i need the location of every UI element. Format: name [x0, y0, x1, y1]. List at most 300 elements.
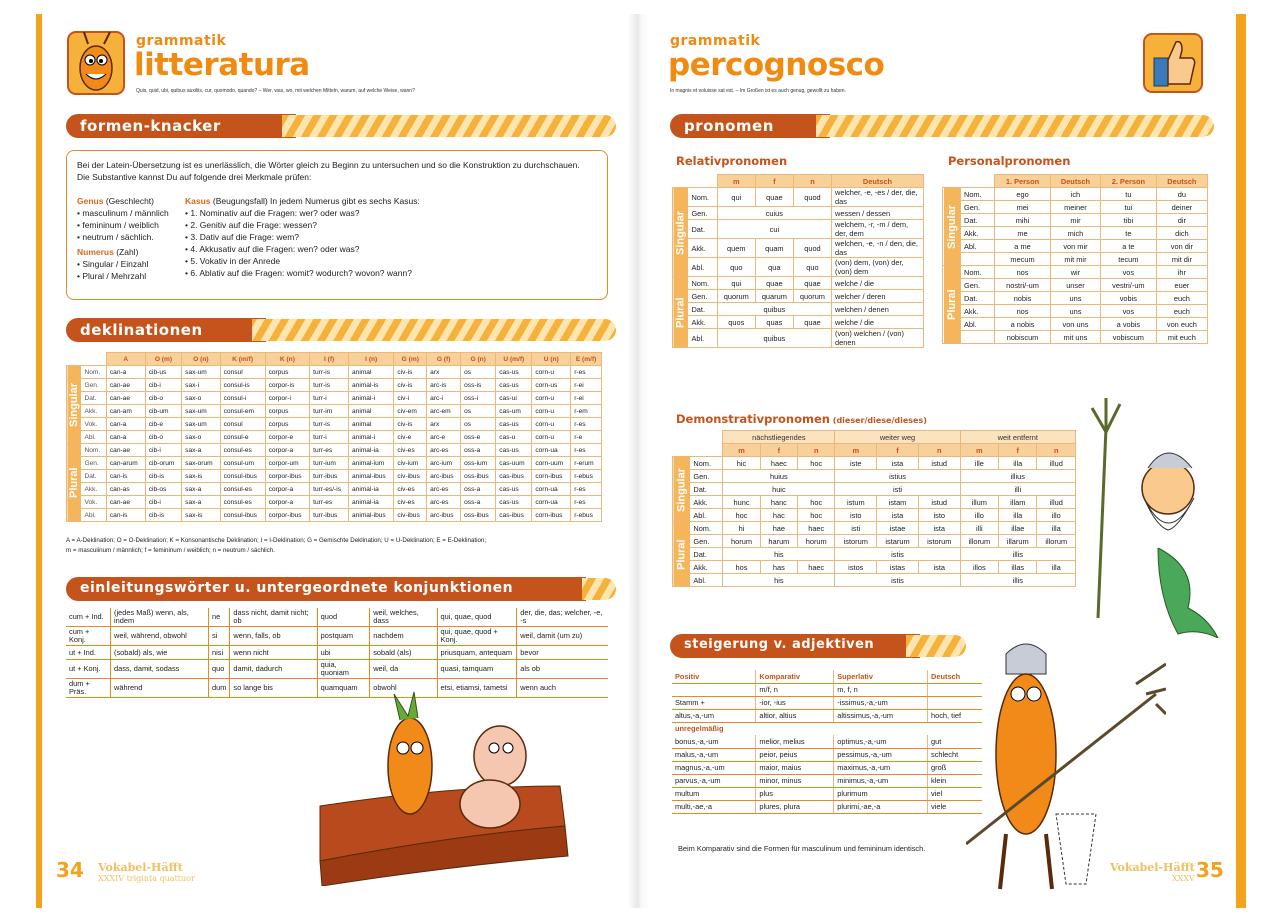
table-header-row — [673, 175, 924, 188]
table-row — [673, 548, 1076, 561]
table-cell: unser — [1050, 279, 1100, 292]
table-cell: corpor-a — [265, 444, 310, 457]
table-cell: arc-es — [427, 483, 461, 496]
table-row — [943, 331, 1208, 344]
table-cell: turr-ium — [310, 457, 349, 470]
table-cell: dum + Präs. — [66, 679, 111, 698]
table-cell: r-ei — [571, 379, 602, 392]
table-row — [67, 509, 602, 522]
table-header-cell: n — [918, 444, 960, 457]
table-cell: istius — [835, 470, 960, 483]
table-cell: cum + Konj. — [66, 627, 111, 646]
table-cell: illis — [960, 548, 1075, 561]
table-cell: hac — [760, 509, 797, 522]
table-cell: wessen / dessen — [832, 207, 924, 220]
numerus-text: (Zahl) — [113, 247, 139, 257]
table-cell: hos — [723, 561, 760, 574]
table-cell: mei — [995, 201, 1051, 214]
left-page-number: 34 — [56, 858, 84, 882]
table-cell: meiner — [1050, 201, 1100, 214]
table-cell: animal — [349, 366, 394, 379]
table-cell: etsi, etiamsi, tametsi — [437, 679, 517, 698]
table-cell: klein — [928, 774, 982, 787]
table-cell: istam — [877, 496, 919, 509]
case-label — [960, 253, 994, 266]
table-row — [673, 239, 924, 258]
table-cell: quasi, tamquam — [437, 660, 517, 679]
conjunction-table — [66, 608, 608, 698]
table-cell: arc-ibus — [427, 509, 461, 522]
table-cell: dass, damit, sodass — [111, 660, 209, 679]
case-label: Abl. — [960, 240, 994, 253]
table-cell: animal-i — [349, 431, 394, 444]
table-cell: plus — [756, 787, 834, 800]
table-cell: istorum — [835, 535, 877, 548]
case-label: Abl. — [81, 509, 106, 522]
table-cell: illa — [999, 457, 1037, 470]
table-cell: hanc — [760, 496, 797, 509]
table-cell: consul-i — [220, 392, 265, 405]
table-cell: sax-a — [182, 496, 220, 509]
table-cell: quo — [209, 660, 230, 679]
rel-title: Relativpronomen — [676, 154, 788, 168]
dekl-heading: deklinationen — [66, 318, 266, 342]
table-cell: r-es — [571, 418, 602, 431]
table-cell: cib-is — [145, 470, 181, 483]
table-row — [943, 188, 1208, 201]
table-cell: turr-ibus — [310, 509, 349, 522]
table-cell: postquam — [317, 627, 370, 646]
table-cell: r-ei — [571, 392, 602, 405]
table-row — [67, 418, 602, 431]
formen-box — [66, 150, 608, 300]
table-cell: ille — [960, 457, 998, 470]
case-label: Gen. — [960, 279, 994, 292]
table-cell: can-as — [106, 483, 145, 496]
table-cell: welcher / deren — [832, 290, 924, 303]
table-cell: hunc — [723, 496, 760, 509]
table-cell: quod — [793, 239, 831, 258]
table-cell: consul-es — [220, 483, 265, 496]
table-cell: corn-u — [532, 366, 571, 379]
table-row — [673, 522, 1076, 535]
table-cell: quamquam — [317, 679, 370, 698]
table-header-cell: I (n) — [349, 353, 394, 366]
table-cell: qui — [717, 277, 755, 290]
genus-item: • femininum / weiblich — [77, 220, 159, 230]
table-cell: cib-i — [145, 496, 181, 509]
table-cell: animal-ia — [349, 444, 394, 457]
table-cell: obwohl — [370, 679, 437, 698]
case-label: Nom. — [960, 266, 994, 279]
table-row — [673, 574, 1076, 587]
table-cell: r-es — [571, 483, 602, 496]
table-row — [673, 483, 1076, 496]
table-row — [66, 627, 608, 646]
number-side-label: Singular — [67, 366, 81, 444]
table-cell: consul-ibus — [220, 509, 265, 522]
formen-intro2: Die Substantive kannst Du auf folgende drei Merkmale prüfen: — [77, 172, 312, 182]
table-cell: oss-i — [461, 392, 496, 405]
table-cell: can-ae — [106, 444, 145, 457]
table-cell: a vobis — [1100, 318, 1156, 331]
table-cell: istis — [835, 548, 960, 561]
table-cell: isto — [918, 509, 960, 522]
case-label: Gen. — [690, 535, 723, 548]
table-cell: iste — [835, 457, 877, 470]
table-cell: r-es — [571, 366, 602, 379]
table-row — [673, 470, 1076, 483]
table-cell: corn-uum — [532, 457, 571, 470]
table-cell: malus,-a,-um — [672, 748, 756, 761]
table-cell: vos — [1100, 305, 1156, 318]
kasus-heading: Kasus — [185, 196, 211, 206]
table-header-cell: nächstliegendes — [723, 431, 835, 444]
table-header-cell — [673, 431, 723, 444]
table-cell: corpus — [265, 405, 310, 418]
table-cell: hoch, tief — [928, 709, 982, 722]
table-cell: als ob — [517, 660, 608, 679]
table-cell: multum — [672, 787, 756, 800]
left-brand-name: Vokabel-Häfft — [98, 861, 183, 874]
table-cell: turr-es/-is — [310, 483, 349, 496]
table-cell: mich — [1050, 227, 1100, 240]
table-cell: mecum — [995, 253, 1051, 266]
table-cell: bevor — [517, 646, 608, 660]
table-cell: quorum — [717, 290, 755, 303]
table-row — [673, 561, 1076, 574]
case-label: Akk. — [960, 305, 994, 318]
table-cell: mit uns — [1050, 331, 1100, 344]
table-cell: quas — [755, 316, 793, 329]
numerus-item: • Plural / Mehrzahl — [77, 271, 147, 281]
table-cell: melior, melius — [756, 735, 834, 748]
table-cell: quia, quoniam — [317, 660, 370, 679]
table-cell: cas-us — [496, 496, 532, 509]
table-cell: von mir — [1050, 240, 1100, 253]
kasus-item: • 2. Genitiv auf die Frage: wessen? — [185, 220, 317, 230]
table-row — [672, 761, 982, 774]
table-cell: vobis — [1100, 292, 1156, 305]
case-label: Dat. — [688, 303, 717, 316]
table-cell: oss-ibus — [461, 470, 496, 483]
genus-heading: Genus — [77, 196, 104, 206]
table-header-cell — [673, 175, 718, 188]
table-cell: welche / die — [832, 316, 924, 329]
table-row — [672, 800, 982, 813]
table-cell: can-is — [106, 470, 145, 483]
table-cell: animal — [349, 405, 394, 418]
dem-title — [676, 412, 927, 426]
left-brand — [98, 862, 195, 884]
case-label: Gen. — [81, 379, 106, 392]
table-header-cell: U (m/f) — [496, 353, 532, 366]
table-cell: cas-us — [496, 483, 532, 496]
table-cell: sax-um — [182, 366, 220, 379]
table-header-cell: n — [1037, 444, 1076, 457]
table-cell: animal-ium — [349, 457, 394, 470]
table-cell: istarum — [877, 535, 919, 548]
case-label: Vok. — [81, 496, 106, 509]
table-row — [67, 431, 602, 444]
table-cell: horum — [798, 535, 835, 548]
table-cell: corpor-e — [265, 431, 310, 444]
section-label-row — [672, 722, 982, 735]
table-cell: (von) dem, (von) der, (von) dem — [832, 258, 924, 277]
table-cell: cas-us — [496, 379, 532, 392]
genus-item: • neutrum / sächlich. — [77, 232, 154, 242]
case-label: Nom. — [81, 444, 106, 457]
table-row — [673, 277, 924, 290]
numerus-item: • Singular / Einzahl — [77, 259, 149, 269]
table-cell: tui — [1100, 201, 1156, 214]
table-cell: damit, dadurch — [230, 660, 317, 679]
table-cell: civ-ibus — [394, 509, 427, 522]
table-cell: civ-is — [394, 366, 427, 379]
table-cell: turr-es — [310, 444, 349, 457]
table-row — [67, 379, 602, 392]
table-cell: quae — [755, 277, 793, 290]
table-header-cell — [673, 444, 723, 457]
table-header-cell: O (n) — [182, 353, 220, 366]
table-cell: sax-orum — [182, 457, 220, 470]
table-cell: turr-is — [310, 366, 349, 379]
table-cell: can-ae — [106, 392, 145, 405]
table-cell: arc-ium — [427, 457, 461, 470]
table-cell: illam — [999, 496, 1037, 509]
table-cell: quod — [317, 608, 370, 627]
table-cell: uns — [1050, 305, 1100, 318]
table-cell: altissimus,-a,-um — [834, 709, 928, 722]
table-cell: tecum — [1100, 253, 1156, 266]
number-side-label: Plural — [943, 266, 961, 344]
table-header-cell: A — [106, 353, 145, 366]
left-tagline: Quis, quid, ubi, quibus auxiliis, cur, quomodo, quando? – Wer, was, wo, mit welchen Mitteln, warum, auf welche Weise, wann? — [136, 88, 415, 94]
table-cell: can-a — [106, 366, 145, 379]
table-cell: oss-a — [461, 444, 496, 457]
table-cell: vos — [1100, 266, 1156, 279]
table-cell: ut + Konj. — [66, 660, 111, 679]
table-cell: dir — [1156, 214, 1207, 227]
table-cell: nisi — [209, 646, 230, 660]
table-cell: hoc — [798, 457, 835, 470]
table-cell: cib-i — [145, 379, 181, 392]
table-cell: turr-es — [310, 496, 349, 509]
table-cell: civ-i — [394, 392, 427, 405]
case-label: Abl. — [81, 431, 106, 444]
table-cell: sax-is — [182, 509, 220, 522]
thumbs-up-icon — [1142, 32, 1204, 94]
table-cell: istud — [918, 496, 960, 509]
case-label: Akk. — [960, 227, 994, 240]
table-cell: uns — [1050, 292, 1100, 305]
table-cell: corn-ua — [532, 496, 571, 509]
table-cell: dich — [1156, 227, 1207, 240]
table-cell: von dir — [1156, 240, 1207, 253]
table-cell: oss-is — [461, 379, 496, 392]
table-cell: consul-em — [220, 405, 265, 418]
kasus-item: • 5. Vokativ in der Anrede — [185, 256, 281, 266]
table-cell: qui — [717, 188, 755, 207]
table-header-cell: 2. Person — [1100, 175, 1156, 188]
table-cell: turr-is — [310, 379, 349, 392]
case-label: Gen. — [81, 457, 106, 470]
table-cell: nostri/-um — [995, 279, 1051, 292]
right-page — [648, 14, 1232, 908]
table-cell: tu — [1100, 188, 1156, 201]
table-cell: multi,-ae,-a — [672, 800, 756, 813]
table-row — [66, 646, 608, 660]
table-cell: euch — [1156, 305, 1207, 318]
table-cell: corpor-is — [265, 379, 310, 392]
left-page — [42, 14, 630, 908]
table-cell: illos — [960, 561, 998, 574]
table-cell: cum + Ind. — [66, 608, 111, 627]
table-cell: corn-ibus — [532, 509, 571, 522]
table-cell: (von) welchen / (von) denen — [832, 329, 924, 348]
numerus-heading: Numerus — [77, 247, 114, 257]
table-cell: cui — [717, 220, 831, 239]
table-cell: illorum — [960, 535, 998, 548]
case-label: Dat. — [81, 392, 106, 405]
table-cell: hi — [723, 522, 760, 535]
table-cell: oss-a — [461, 496, 496, 509]
table-cell: dass nicht, damit nicht; ob — [230, 608, 317, 627]
table-cell: r-em — [571, 405, 602, 418]
table-row — [673, 329, 924, 348]
table-row — [673, 258, 924, 277]
right-brand-sub: XXXV — [1171, 874, 1195, 883]
table-cell: animal-ia — [349, 496, 394, 509]
case-label: Nom. — [690, 457, 723, 470]
table-cell: arc-es — [427, 444, 461, 457]
table-cell: mit mir — [1050, 253, 1100, 266]
table-cell: istis — [835, 574, 960, 587]
table-cell: illud — [1037, 457, 1076, 470]
table-cell: ego — [995, 188, 1051, 201]
table-cell: consul — [220, 418, 265, 431]
table-cell: can-am — [106, 405, 145, 418]
table-cell: so lange bis — [230, 679, 317, 698]
table-cell: istum — [835, 496, 877, 509]
case-label: Akk. — [690, 561, 723, 574]
case-label: Akk. — [81, 483, 106, 496]
table-cell: maximus,-a,-um — [834, 761, 928, 774]
table-cell: arc-es — [427, 496, 461, 509]
table-cell: ut + Ind. — [66, 646, 111, 660]
table-cell: sax-a — [182, 483, 220, 496]
table-cell: corn-us — [532, 379, 571, 392]
table-cell: arc-is — [427, 379, 461, 392]
table-cell: animal-ia — [349, 483, 394, 496]
table-cell: mit euch — [1156, 331, 1207, 344]
table-cell: (sobald) als, wie — [111, 646, 209, 660]
table-cell: hoc — [798, 496, 835, 509]
table-cell: cas-uum — [496, 457, 532, 470]
case-label: Gen. — [688, 207, 717, 220]
table-cell: arx — [427, 418, 461, 431]
table-cell: illa — [999, 509, 1037, 522]
table-cell: civ-e — [394, 431, 427, 444]
table-cell: mit dir — [1156, 253, 1207, 266]
table-cell: oss-e — [461, 431, 496, 444]
kasus-text: (Beugungsfall) In jedem Numerus gibt es sechs Kasus: — [210, 196, 420, 206]
table-cell: istorum — [918, 535, 960, 548]
table-cell: corpor-a — [265, 496, 310, 509]
table-header-cell: U (n) — [532, 353, 571, 366]
table-row — [672, 709, 982, 722]
table-cell: corn-u — [532, 405, 571, 418]
table-cell: quibus — [717, 329, 831, 348]
table-cell: r-ebus — [571, 509, 602, 522]
table-cell: der, die, das; welcher, -e, -s — [517, 608, 608, 627]
table-row — [672, 774, 982, 787]
table-header-cell: G (f) — [427, 353, 461, 366]
comparison-table — [672, 670, 982, 814]
table-cell: mihi — [995, 214, 1051, 227]
table-cell: cib-o — [145, 431, 181, 444]
table-cell: os — [461, 418, 496, 431]
table-row — [943, 305, 1208, 318]
right-page-number: 35 — [1196, 858, 1224, 882]
table-cell: sax-is — [182, 470, 220, 483]
case-label: Nom. — [690, 522, 723, 535]
table-cell: can-a — [106, 418, 145, 431]
table-cell: arc-ibus — [427, 470, 461, 483]
table-cell: civ-ium — [394, 457, 427, 470]
case-label: Abl. — [690, 574, 723, 587]
table-cell: priusquam, antequam — [437, 646, 517, 660]
table-cell: his — [723, 548, 835, 561]
case-label: Vok. — [81, 418, 106, 431]
table-cell: illius — [960, 470, 1075, 483]
table-cell: civ-is — [394, 418, 427, 431]
table-header-cell: I (f) — [310, 353, 349, 366]
case-label: Abl. — [688, 258, 717, 277]
table-cell: ich — [1050, 188, 1100, 201]
table-cell: hic — [723, 457, 760, 470]
table-row — [673, 496, 1076, 509]
table-row — [67, 405, 602, 418]
table-cell: arc-i — [427, 392, 461, 405]
table-header-cell: Deutsch — [928, 670, 982, 683]
table-cell: ne — [209, 608, 230, 627]
table-cell: oss-ium — [461, 457, 496, 470]
table-cell: corn-u — [532, 431, 571, 444]
table-row — [943, 279, 1208, 292]
case-label: Abl. — [688, 329, 717, 348]
table-cell: isti — [835, 483, 960, 496]
personal-pronoun-table — [942, 174, 1208, 344]
table-cell: bonus,-a,-um — [672, 735, 756, 748]
table-cell: weil, da — [370, 660, 437, 679]
table-cell: mir — [1050, 214, 1100, 227]
table-header-cell: K (n) — [265, 353, 310, 366]
table-cell: cas-us — [496, 444, 532, 457]
table-row — [673, 220, 924, 239]
steig-heading: steigerung v. adjektiven — [670, 634, 920, 658]
table-row — [673, 188, 924, 207]
gutter — [628, 14, 650, 908]
table-cell: welchen / denen — [832, 303, 924, 316]
table-row — [943, 214, 1208, 227]
table-cell: welche / die — [832, 277, 924, 290]
table-cell: optimus,-a,-um — [834, 735, 928, 748]
case-label: Dat. — [688, 220, 717, 239]
table-cell: quae — [755, 188, 793, 207]
table-cell: illorum — [1037, 535, 1076, 548]
table-cell: can-arum — [106, 457, 145, 470]
